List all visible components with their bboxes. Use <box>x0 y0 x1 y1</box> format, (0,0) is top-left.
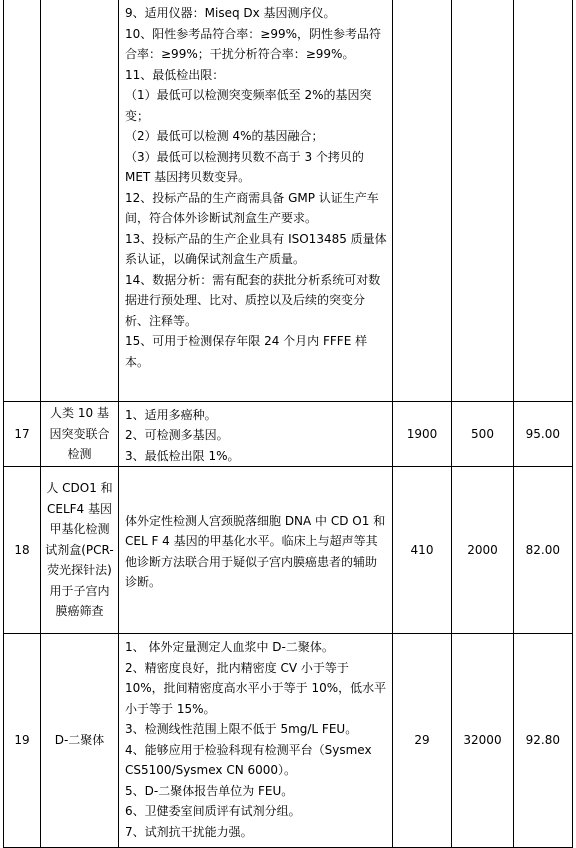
spec-line: 体外定性检测人宫颈脱落细胞 DNA 中 CD O1 和 CEL F 4 基因的甲基化水平。临床上与超声等其他诊断方法联合用于疑似子宫内膜癌患者的辅助诊断。 <box>125 513 386 589</box>
spec-line: 2、精密度良好，批内精密度 CV 小于等于 10%，批间精密度高水平小于等于 10%，低水平小于等于 15%。 <box>125 660 387 716</box>
amount-cell: 2000 <box>452 467 514 634</box>
table-row <box>4 467 573 634</box>
row-number-cell: 17 <box>4 401 41 467</box>
quantity-cell: 410 <box>393 467 452 634</box>
table-row <box>4 634 573 848</box>
spec-line: 6、卫健委室间质评有试剂分组。 <box>125 804 301 818</box>
spec-line: 13、投标产品的生产企业具有 ISO13485 质量体系认证，以确保试剂盒生产质量。 <box>125 231 387 266</box>
spec-line: 3、检测线性范围上限不低于 5mg/L FEU。 <box>125 722 358 736</box>
spec-line: 12、投标产品的生产商需具备 GMP 认证生产车间，符合体外诊断试剂盒生产要求。 <box>125 190 379 225</box>
item-name-cell: 人 CDO1 和 CELF4 基因甲基化检测试剂盒(PCR-荧光探针法)用于子宫内膜癌筛查 <box>41 467 119 634</box>
spec-line: 4、能够应用于检验科现有检测平台（Sysmex CS5100/Sysmex CN 6000）。 <box>125 742 372 777</box>
price-cell: 92.80 <box>514 634 573 848</box>
item-name-cell: D-二聚体 <box>41 634 119 848</box>
spec-line: 14、数据分析：需有配套的获批分析系统可对数据进行预处理、比对、质控以及后续的突变分析、注释等。 <box>125 272 381 328</box>
table-row <box>4 0 573 401</box>
amount-cell <box>452 0 514 401</box>
item-name-cell <box>41 0 119 401</box>
spec-line: 2、可检测多基因。 <box>125 428 229 442</box>
procurement-table <box>3 0 573 848</box>
quantity-cell: 29 <box>393 634 452 848</box>
amount-cell: 500 <box>452 401 514 467</box>
spec-line: 9、适用仪器：Miseq Dx 基因测序仪。 <box>125 6 336 20</box>
quantity-cell <box>393 0 452 401</box>
row-number-cell <box>4 0 41 401</box>
price-cell <box>514 0 573 401</box>
spec-line: 7、试剂抗干扰能力强。 <box>125 824 253 839</box>
spec-line: 11、最低检出限： <box>125 67 225 82</box>
spec-line: （2）最低可以检测 4%的基因融合； <box>125 129 324 143</box>
spec-cell <box>119 634 393 848</box>
spec-line: 3、最低检出限 1%。 <box>125 448 240 463</box>
spec-line: （1）最低可以检测突变频率低至 2%的基因突变； <box>125 88 372 123</box>
item-name-cell: 人类 10 基因突变联合检测 <box>41 401 119 467</box>
spec-cell <box>119 467 393 634</box>
spec-line: 10、阳性参考品符合率：≥99%，阴性参考品符合率：≥99%；干扰分析符合率：≥99%。 <box>125 26 381 61</box>
price-cell: 82.00 <box>514 467 573 634</box>
row-number-cell: 19 <box>4 634 41 848</box>
spec-line: 5、D-二聚体报告单位为 FEU。 <box>125 783 294 798</box>
spec-line: 1、 体外定量测定人血浆中 D-二聚体。 <box>125 640 334 654</box>
spec-line: 1、适用多癌种。 <box>125 407 217 422</box>
amount-cell: 32000 <box>452 634 514 848</box>
quantity-cell: 1900 <box>393 401 452 467</box>
table-row <box>4 401 573 467</box>
spec-cell <box>119 0 393 401</box>
spec-line: 15、可用于检测保存年限 24 个月内 FFFE 样本。 <box>125 334 368 369</box>
spec-line: （3）最低可以检测拷贝数不高于 3 个拷贝的 MET 基因拷贝数变异。 <box>125 149 364 184</box>
price-cell: 95.00 <box>514 401 573 467</box>
row-number-cell: 18 <box>4 467 41 634</box>
spec-cell <box>119 401 393 467</box>
